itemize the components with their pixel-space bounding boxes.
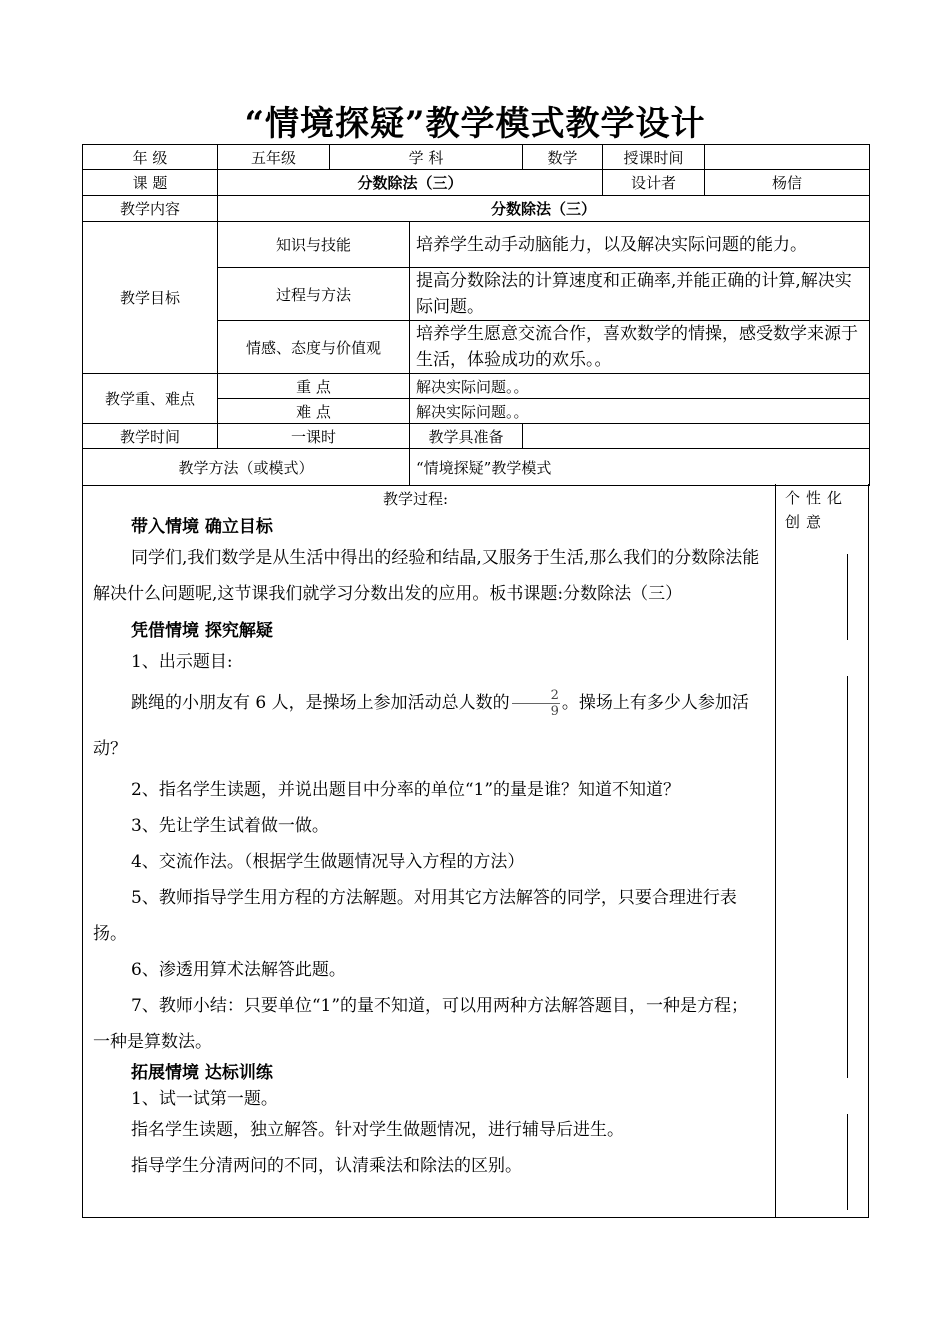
subject-label: 学 科 (330, 145, 523, 170)
tools-value (523, 424, 870, 449)
goal-text: 提高分数除法的计算速度和正确率,并能正确的计算,解决实际问题。 (410, 268, 870, 321)
difficulty-label: 难 点 (218, 399, 410, 424)
time-value: 一课时 (218, 424, 410, 449)
goal-name: 过程与方法 (218, 268, 410, 321)
process-content (93, 514, 763, 1184)
goals-label: 教学目标 (83, 222, 218, 374)
section-heading: 凭借情境 探究解疑 (131, 621, 273, 641)
key-label: 重 点 (218, 374, 410, 399)
time-label: 教学时间 (83, 424, 218, 449)
key-text: 解决实际问题。。 (410, 374, 870, 399)
section-heading: 拓展情境 达标训练 (131, 1063, 273, 1083)
fraction-numerator: 2 (512, 688, 560, 704)
fraction-denominator: 9 (550, 704, 559, 719)
list-item: 3、先让学生试着做一做。 (131, 816, 329, 836)
keypoints-label: 教学重、难点 (83, 374, 218, 424)
list-item: 指名学生读题，独立解答。针对学生做题情况，进行辅导后进生。 (131, 1120, 624, 1140)
list-item: 6、渗透用算术法解答此题。 (131, 960, 346, 980)
list-item: 2、指名学生读题，并说出题目中分率的单位“1”的量是谁？知道不知道？ (131, 780, 681, 800)
teach-time-value (705, 145, 870, 170)
teach-time-label: 授课时间 (603, 145, 705, 170)
column-divider (775, 484, 776, 1217)
designer-label: 设计者 (603, 170, 705, 196)
topic-label: 课 题 (83, 170, 218, 196)
creative-label: 个性化创意 (785, 489, 849, 531)
list-item: 7、教师小结：只要单位“1”的量不知道，可以用两种方法解答题目，一种是方程；一种是算数法。 (93, 996, 749, 1052)
list-item: 指导学生分清两问的不同，认清乘法和除法的区别。 (131, 1156, 522, 1176)
margin-line (847, 554, 848, 640)
margin-line (847, 676, 848, 1078)
topic-value: 分数除法（三） (218, 170, 603, 196)
designer-value: 杨信 (705, 170, 870, 196)
question-text: 跳绳的小朋友有 6 人，是操场上参加活动总人数的 (131, 693, 510, 713)
method-label: 教学方法（或模式） (83, 449, 410, 486)
goal-text: 培养学生动手动脑能力，以及解决实际问题的能力。 (410, 222, 870, 268)
question-text: 。操场上有多少人参加活动？ (93, 693, 749, 759)
page-title: “情境探疑”教学模式教学设计 (244, 104, 706, 144)
list-item: 4、交流作法。（根据学生做题情况导入方程的方法） (131, 852, 525, 872)
process-header: 教学过程: (383, 490, 449, 508)
list-item: 1、出示题目: (131, 652, 233, 672)
goal-name: 知识与技能 (218, 222, 410, 268)
grade-label: 年 级 (83, 145, 218, 170)
list-item: 1、试一试第一题。 (131, 1089, 278, 1109)
method-value: “情境探疑”教学模式 (410, 449, 870, 486)
fraction (512, 688, 560, 719)
goal-text: 培养学生愿意交流合作，喜欢数学的情操，感受数学来源于生活，体验成功的欢乐。。 (410, 321, 870, 374)
subject-value: 数学 (523, 145, 603, 170)
content-label: 教学内容 (83, 196, 218, 222)
question-paragraph (93, 680, 763, 772)
info-table (82, 144, 870, 486)
margin-line (847, 1114, 848, 1210)
tools-label: 教学具准备 (410, 424, 523, 449)
content-value: 分数除法（三） (218, 196, 870, 222)
list-item: 5、教师指导学生用方程的方法解题。对用其它方法解答的同学，只要合理进行表扬。 (93, 888, 737, 944)
goal-name: 情感、态度与价值观 (218, 321, 410, 374)
difficulty-text: 解决实际问题。。 (410, 399, 870, 424)
process-section (82, 484, 869, 1218)
section-heading: 带入情境 确立目标 (131, 517, 273, 537)
paragraph: 同学们,我们数学是从生活中得出的经验和结晶,又服务于生活,那么我们的分数除法能解决什么问题呢,这节课我们就学习分数出发的应用。板书课题:分数除法（三） (93, 548, 760, 604)
grade-value: 五年级 (218, 145, 330, 170)
